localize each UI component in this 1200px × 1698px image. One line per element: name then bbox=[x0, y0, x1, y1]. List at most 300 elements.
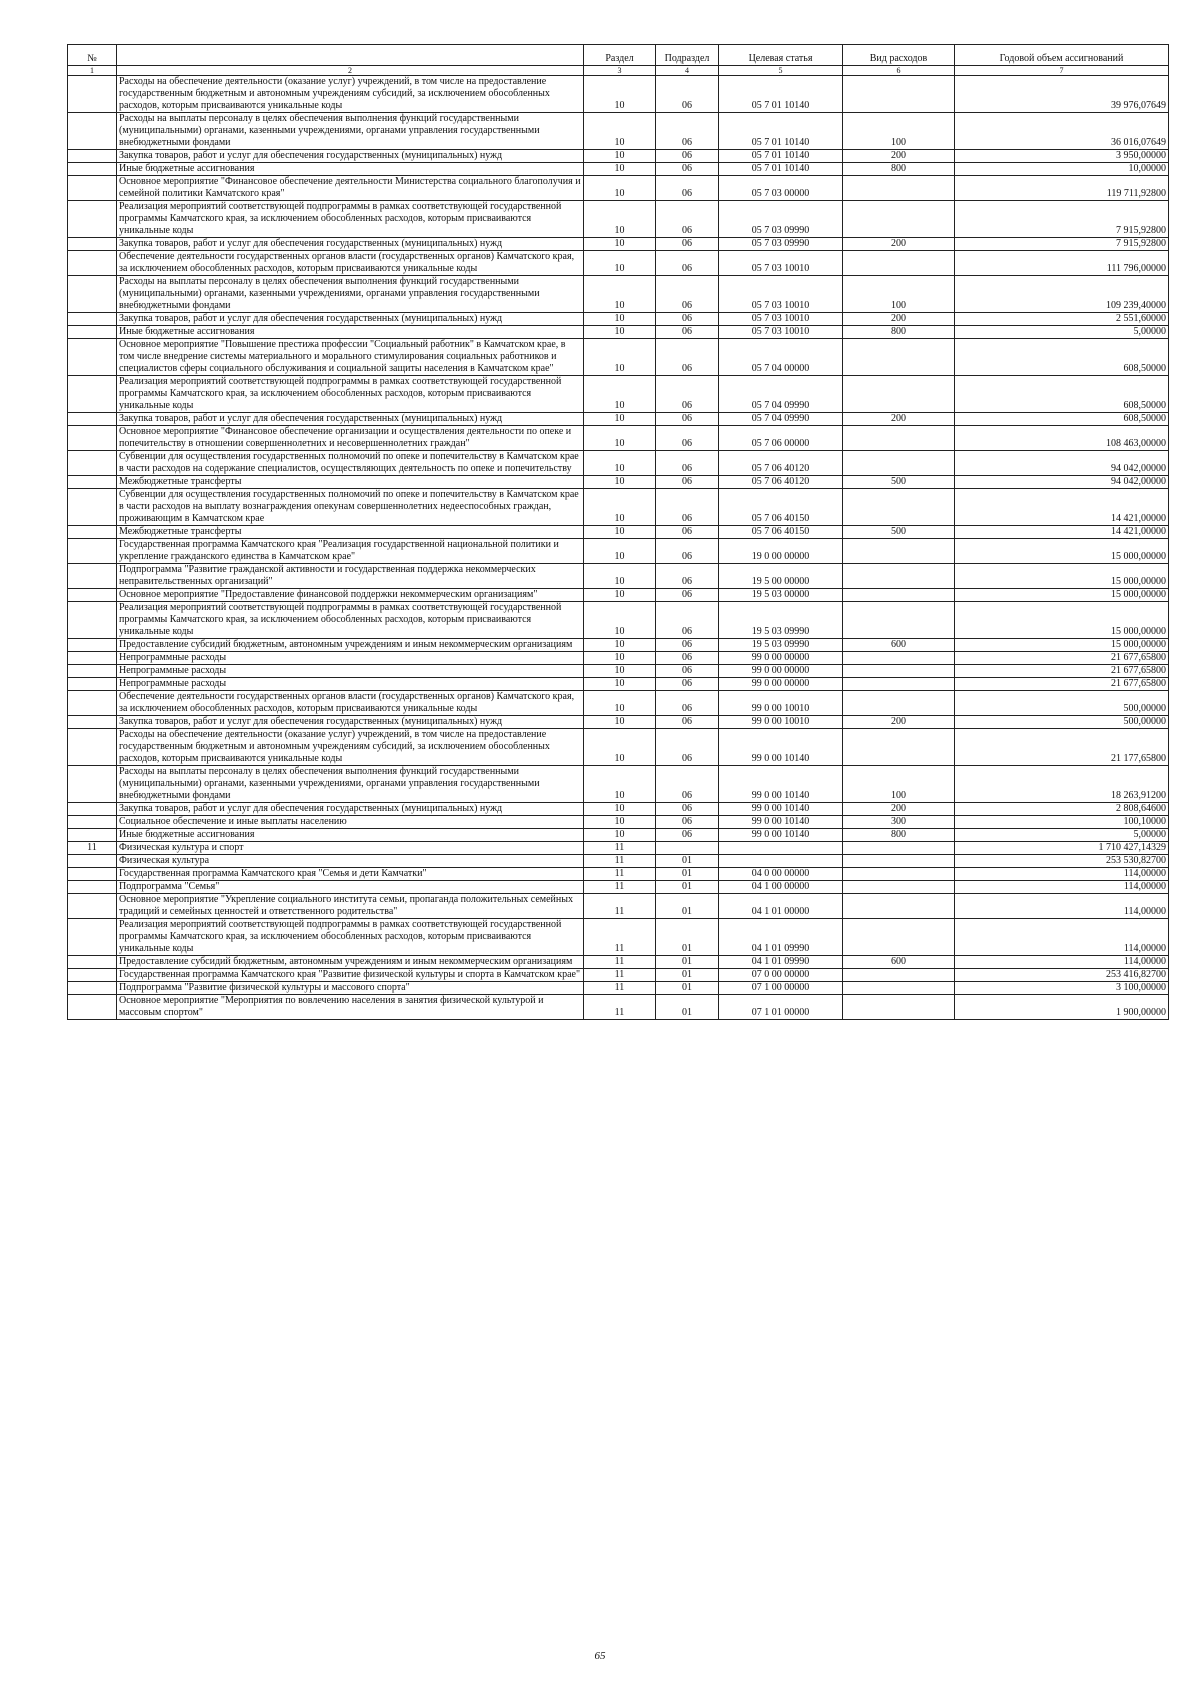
row-amount: 15 000,00000 bbox=[955, 602, 1169, 639]
row-number bbox=[68, 803, 117, 816]
row-name: Реализация мероприятий соответствующей подпрограммы в рамках соответствующей государственной программы Камчатского края, за исключением обособленных расходов, которым присваиваются уникальные коды bbox=[117, 201, 584, 238]
row-razdel: 10 bbox=[584, 678, 656, 691]
row-target-article: 07 0 00 00000 bbox=[719, 969, 843, 982]
row-number bbox=[68, 251, 117, 276]
row-expense-type bbox=[843, 855, 955, 868]
row-expense-type bbox=[843, 678, 955, 691]
row-name: Межбюджетные трансферты bbox=[117, 526, 584, 539]
row-expense-type bbox=[843, 982, 955, 995]
row-podrazdel: 06 bbox=[656, 526, 719, 539]
row-name: Расходы на выплаты персоналу в целях обеспечения выполнения функций государственными (муниципальными) органами, казенными учреждениями, органами управления государственными внебюджетными фондами bbox=[117, 113, 584, 150]
row-razdel: 11 bbox=[584, 868, 656, 881]
row-number bbox=[68, 426, 117, 451]
row-razdel: 10 bbox=[584, 376, 656, 413]
row-amount: 108 463,00000 bbox=[955, 426, 1169, 451]
row-name: Субвенции для осуществления государственных полномочий по опеке и попечительству в Камчатском крае в части расходов на содержание специалистов, осуществляющих деятельность по опеке и попечительству bbox=[117, 451, 584, 476]
row-amount: 111 796,00000 bbox=[955, 251, 1169, 276]
table-row bbox=[68, 276, 1169, 313]
row-amount: 14 421,00000 bbox=[955, 489, 1169, 526]
table-body bbox=[68, 76, 1169, 1020]
row-podrazdel: 06 bbox=[656, 678, 719, 691]
row-name: Иные бюджетные ассигнования bbox=[117, 829, 584, 842]
table-row bbox=[68, 451, 1169, 476]
row-target-article: 07 1 01 00000 bbox=[719, 995, 843, 1020]
row-razdel: 10 bbox=[584, 526, 656, 539]
table-row bbox=[68, 413, 1169, 426]
row-name: Непрограммные расходы bbox=[117, 678, 584, 691]
table-row bbox=[68, 842, 1169, 855]
row-number bbox=[68, 982, 117, 995]
row-razdel: 10 bbox=[584, 602, 656, 639]
row-target-article: 99 0 00 00000 bbox=[719, 665, 843, 678]
row-name: Подпрограмма "Развитие гражданской активности и государственная поддержка некоммерческих неправительственных организаций" bbox=[117, 564, 584, 589]
row-number bbox=[68, 150, 117, 163]
row-expense-type bbox=[843, 729, 955, 766]
row-podrazdel: 06 bbox=[656, 602, 719, 639]
budget-sheet bbox=[67, 44, 1168, 1020]
table-row bbox=[68, 729, 1169, 766]
row-target-article: 99 0 00 00000 bbox=[719, 652, 843, 665]
row-number bbox=[68, 995, 117, 1020]
row-expense-type bbox=[843, 451, 955, 476]
row-name: Непрограммные расходы bbox=[117, 665, 584, 678]
row-razdel: 11 bbox=[584, 919, 656, 956]
row-number bbox=[68, 639, 117, 652]
row-name: Расходы на обеспечение деятельности (оказание услуг) учреждений, в том числе на предоставление государственным бюджетным и автономным учреждениям субсидий, за исключением обособленных расходов, которым присваиваются уникальные коды bbox=[117, 76, 584, 113]
row-amount: 21 177,65800 bbox=[955, 729, 1169, 766]
row-podrazdel: 01 bbox=[656, 894, 719, 919]
row-target-article: 99 0 00 10140 bbox=[719, 816, 843, 829]
table-row bbox=[68, 868, 1169, 881]
row-podrazdel: 06 bbox=[656, 729, 719, 766]
row-name: Реализация мероприятий соответствующей подпрограммы в рамках соответствующей государственной программы Камчатского края, за исключением обособленных расходов, которым присваиваются уникальные коды bbox=[117, 602, 584, 639]
row-razdel: 11 bbox=[584, 881, 656, 894]
row-name: Подпрограмма "Семья" bbox=[117, 881, 584, 894]
row-target-article: 04 1 01 00000 bbox=[719, 894, 843, 919]
row-expense-type: 600 bbox=[843, 639, 955, 652]
row-amount: 15 000,00000 bbox=[955, 589, 1169, 602]
table-row bbox=[68, 251, 1169, 276]
row-amount: 39 976,07649 bbox=[955, 76, 1169, 113]
row-amount: 1 900,00000 bbox=[955, 995, 1169, 1020]
row-number bbox=[68, 589, 117, 602]
row-razdel: 11 bbox=[584, 894, 656, 919]
row-podrazdel: 06 bbox=[656, 652, 719, 665]
row-amount: 15 000,00000 bbox=[955, 539, 1169, 564]
row-name: Межбюджетные трансферты bbox=[117, 476, 584, 489]
row-expense-type bbox=[843, 76, 955, 113]
row-expense-type: 200 bbox=[843, 150, 955, 163]
row-amount: 114,00000 bbox=[955, 956, 1169, 969]
row-target-article: 19 0 00 00000 bbox=[719, 539, 843, 564]
row-number bbox=[68, 602, 117, 639]
row-target-article: 99 0 00 10140 bbox=[719, 829, 843, 842]
column-number: 7 bbox=[955, 66, 1169, 76]
row-expense-type bbox=[843, 251, 955, 276]
row-number bbox=[68, 868, 117, 881]
row-target-article: 05 7 03 10010 bbox=[719, 276, 843, 313]
row-podrazdel: 01 bbox=[656, 969, 719, 982]
row-number bbox=[68, 326, 117, 339]
table-header-row bbox=[68, 45, 1169, 66]
table-row bbox=[68, 176, 1169, 201]
table-row bbox=[68, 426, 1169, 451]
row-name: Расходы на выплаты персоналу в целях обеспечения выполнения функций государственными (муниципальными) органами, казенными учреждениями, органами управления государственными внебюджетными фондами bbox=[117, 766, 584, 803]
row-razdel: 10 bbox=[584, 150, 656, 163]
row-podrazdel: 06 bbox=[656, 150, 719, 163]
row-amount: 608,50000 bbox=[955, 413, 1169, 426]
row-razdel: 10 bbox=[584, 176, 656, 201]
table-row bbox=[68, 76, 1169, 113]
row-number bbox=[68, 339, 117, 376]
row-amount: 14 421,00000 bbox=[955, 526, 1169, 539]
row-name: Государственная программа Камчатского края "Реализация государственной национальной политики и укрепление гражданского единства в Камчатском крае" bbox=[117, 539, 584, 564]
row-podrazdel: 06 bbox=[656, 313, 719, 326]
row-number bbox=[68, 678, 117, 691]
row-expense-type bbox=[843, 868, 955, 881]
row-name: Иные бюджетные ассигнования bbox=[117, 326, 584, 339]
row-expense-type: 800 bbox=[843, 326, 955, 339]
row-razdel: 10 bbox=[584, 476, 656, 489]
header-name bbox=[117, 45, 584, 66]
row-expense-type bbox=[843, 881, 955, 894]
row-name: Закупка товаров, работ и услуг для обеспечения государственных (муниципальных) нужд bbox=[117, 150, 584, 163]
row-number bbox=[68, 313, 117, 326]
row-podrazdel: 01 bbox=[656, 855, 719, 868]
column-number: 1 bbox=[68, 66, 117, 76]
row-podrazdel: 06 bbox=[656, 639, 719, 652]
row-amount: 3 950,00000 bbox=[955, 150, 1169, 163]
row-razdel: 11 bbox=[584, 982, 656, 995]
table-row bbox=[68, 855, 1169, 868]
row-podrazdel: 06 bbox=[656, 476, 719, 489]
table-row bbox=[68, 956, 1169, 969]
row-expense-type: 200 bbox=[843, 803, 955, 816]
row-target-article bbox=[719, 855, 843, 868]
row-podrazdel: 06 bbox=[656, 201, 719, 238]
row-razdel: 10 bbox=[584, 313, 656, 326]
row-target-article: 19 5 03 09990 bbox=[719, 602, 843, 639]
row-name: Реализация мероприятий соответствующей подпрограммы в рамках соответствующей государственной программы Камчатского края, за исключением обособленных расходов, которым присваиваются уникальные коды bbox=[117, 919, 584, 956]
table-row bbox=[68, 881, 1169, 894]
row-expense-type: 600 bbox=[843, 956, 955, 969]
row-razdel: 10 bbox=[584, 691, 656, 716]
row-expense-type: 800 bbox=[843, 829, 955, 842]
row-expense-type bbox=[843, 376, 955, 413]
header-target-article: Целевая статья bbox=[719, 45, 843, 66]
row-target-article: 19 5 03 00000 bbox=[719, 589, 843, 602]
row-amount: 7 915,92800 bbox=[955, 201, 1169, 238]
row-amount: 2 551,60000 bbox=[955, 313, 1169, 326]
table-row bbox=[68, 678, 1169, 691]
row-target-article: 04 1 01 09990 bbox=[719, 919, 843, 956]
row-amount: 94 042,00000 bbox=[955, 451, 1169, 476]
row-podrazdel: 06 bbox=[656, 564, 719, 589]
row-number bbox=[68, 969, 117, 982]
row-number bbox=[68, 919, 117, 956]
row-target-article: 05 7 04 09990 bbox=[719, 376, 843, 413]
row-expense-type: 300 bbox=[843, 816, 955, 829]
row-number bbox=[68, 894, 117, 919]
row-expense-type bbox=[843, 564, 955, 589]
row-number bbox=[68, 829, 117, 842]
row-podrazdel: 01 bbox=[656, 956, 719, 969]
row-name: Основное мероприятие "Финансовое обеспечение организации и осуществления деятельности по опеке и попечительству в отношении совершеннолетних и несовершеннолетних граждан" bbox=[117, 426, 584, 451]
row-target-article: 05 7 01 10140 bbox=[719, 113, 843, 150]
row-number bbox=[68, 476, 117, 489]
row-target-article: 99 0 00 10140 bbox=[719, 766, 843, 803]
row-expense-type bbox=[843, 652, 955, 665]
row-target-article: 05 7 06 00000 bbox=[719, 426, 843, 451]
row-target-article: 05 7 03 09990 bbox=[719, 201, 843, 238]
row-name: Государственная программа Камчатского края "Развитие физической культуры и спорта в Камчатском крае" bbox=[117, 969, 584, 982]
row-razdel: 10 bbox=[584, 489, 656, 526]
row-number bbox=[68, 855, 117, 868]
row-amount: 94 042,00000 bbox=[955, 476, 1169, 489]
row-expense-type: 200 bbox=[843, 413, 955, 426]
row-number bbox=[68, 652, 117, 665]
row-amount: 7 915,92800 bbox=[955, 238, 1169, 251]
row-target-article: 05 7 06 40150 bbox=[719, 489, 843, 526]
row-name: Субвенции для осуществления государственных полномочий по опеке и попечительству в Камчатском крае в части расходов на выплату вознаграждения опекунам совершеннолетних недееспособных граждан, проживающим в Камчатском крае bbox=[117, 489, 584, 526]
header-expense-type: Вид расходов bbox=[843, 45, 955, 66]
row-amount: 114,00000 bbox=[955, 894, 1169, 919]
row-expense-type bbox=[843, 969, 955, 982]
row-name: Реализация мероприятий соответствующей подпрограммы в рамках соответствующей государственной программы Камчатского края, за исключением обособленных расходов, которым присваиваются уникальные коды bbox=[117, 376, 584, 413]
row-expense-type bbox=[843, 602, 955, 639]
row-target-article: 05 7 06 40120 bbox=[719, 451, 843, 476]
row-podrazdel: 06 bbox=[656, 716, 719, 729]
row-name: Основное мероприятие "Укрепление социального института семьи, пропаганда положительных семейных традиций и семейных ценностей и ответственного родительства" bbox=[117, 894, 584, 919]
row-amount: 21 677,65800 bbox=[955, 678, 1169, 691]
row-name: Непрограммные расходы bbox=[117, 652, 584, 665]
row-expense-type bbox=[843, 691, 955, 716]
row-expense-type bbox=[843, 589, 955, 602]
row-amount: 15 000,00000 bbox=[955, 564, 1169, 589]
row-target-article: 05 7 01 10140 bbox=[719, 150, 843, 163]
row-podrazdel: 06 bbox=[656, 816, 719, 829]
row-podrazdel: 01 bbox=[656, 982, 719, 995]
row-amount: 18 263,91200 bbox=[955, 766, 1169, 803]
row-number bbox=[68, 76, 117, 113]
row-name: Обеспечение деятельности государственных органов власти (государственных органов) Камчатского края, за исключением обособленных расходов, которым присваиваются уникальные коды bbox=[117, 691, 584, 716]
row-podrazdel: 06 bbox=[656, 829, 719, 842]
row-number bbox=[68, 881, 117, 894]
row-podrazdel: 06 bbox=[656, 489, 719, 526]
row-expense-type bbox=[843, 489, 955, 526]
row-podrazdel: 06 bbox=[656, 589, 719, 602]
row-razdel: 10 bbox=[584, 829, 656, 842]
row-target-article: 99 0 00 00000 bbox=[719, 678, 843, 691]
row-expense-type: 100 bbox=[843, 113, 955, 150]
column-number: 6 bbox=[843, 66, 955, 76]
row-name: Основное мероприятие "Финансовое обеспечение деятельности Министерства социального благополучия и семейной политики Камчатского края" bbox=[117, 176, 584, 201]
row-number bbox=[68, 451, 117, 476]
row-amount: 608,50000 bbox=[955, 339, 1169, 376]
budget-table bbox=[67, 44, 1169, 1020]
header-razdel: Раздел bbox=[584, 45, 656, 66]
row-podrazdel: 06 bbox=[656, 426, 719, 451]
table-row bbox=[68, 691, 1169, 716]
row-name: Физическая культура и спорт bbox=[117, 842, 584, 855]
row-target-article: 05 7 03 10010 bbox=[719, 251, 843, 276]
row-razdel: 10 bbox=[584, 803, 656, 816]
row-name: Основное мероприятие "Предоставление финансовой поддержки некоммерческим организациям" bbox=[117, 589, 584, 602]
row-expense-type bbox=[843, 339, 955, 376]
row-amount: 253 530,82700 bbox=[955, 855, 1169, 868]
row-name: Предоставление субсидий бюджетным, автономным учреждениям и иным некоммерческим организациям bbox=[117, 956, 584, 969]
row-name: Закупка товаров, работ и услуг для обеспечения государственных (муниципальных) нужд bbox=[117, 313, 584, 326]
row-razdel: 10 bbox=[584, 113, 656, 150]
row-amount: 109 239,40000 bbox=[955, 276, 1169, 313]
row-amount: 253 416,82700 bbox=[955, 969, 1169, 982]
row-podrazdel: 06 bbox=[656, 665, 719, 678]
row-razdel: 10 bbox=[584, 201, 656, 238]
row-razdel: 11 bbox=[584, 995, 656, 1020]
row-number bbox=[68, 113, 117, 150]
row-name: Физическая культура bbox=[117, 855, 584, 868]
row-razdel: 11 bbox=[584, 855, 656, 868]
row-expense-type: 200 bbox=[843, 716, 955, 729]
row-target-article: 05 7 06 40120 bbox=[719, 476, 843, 489]
row-expense-type bbox=[843, 539, 955, 564]
table-row bbox=[68, 602, 1169, 639]
header-annual-amount: Годовой объем ассигнований bbox=[955, 45, 1169, 66]
row-name: Социальное обеспечение и иные выплаты населению bbox=[117, 816, 584, 829]
row-amount: 1 710 427,14329 bbox=[955, 842, 1169, 855]
row-podrazdel: 06 bbox=[656, 339, 719, 376]
row-number bbox=[68, 201, 117, 238]
page-number: 65 bbox=[594, 1650, 606, 1662]
row-name: Иные бюджетные ассигнования bbox=[117, 163, 584, 176]
row-amount: 500,00000 bbox=[955, 716, 1169, 729]
row-expense-type bbox=[843, 201, 955, 238]
row-number bbox=[68, 163, 117, 176]
row-podrazdel: 06 bbox=[656, 176, 719, 201]
row-podrazdel bbox=[656, 842, 719, 855]
row-razdel: 10 bbox=[584, 716, 656, 729]
row-target-article: 99 0 00 10010 bbox=[719, 716, 843, 729]
table-row bbox=[68, 639, 1169, 652]
row-podrazdel: 06 bbox=[656, 376, 719, 413]
row-name: Основное мероприятие "Мероприятия по вовлечению населения в занятия физической культурой и массовым спортом" bbox=[117, 995, 584, 1020]
row-razdel: 10 bbox=[584, 163, 656, 176]
row-name: Обеспечение деятельности государственных органов власти (государственных органов) Камчатского края, за исключением обособленных расходов, которым присваиваются уникальные коды bbox=[117, 251, 584, 276]
row-razdel: 11 bbox=[584, 969, 656, 982]
row-podrazdel: 01 bbox=[656, 919, 719, 956]
row-amount: 114,00000 bbox=[955, 919, 1169, 956]
table-row bbox=[68, 476, 1169, 489]
row-amount: 2 808,64600 bbox=[955, 803, 1169, 816]
row-podrazdel: 06 bbox=[656, 163, 719, 176]
row-razdel: 10 bbox=[584, 652, 656, 665]
row-number bbox=[68, 665, 117, 678]
row-number bbox=[68, 729, 117, 766]
row-expense-type: 100 bbox=[843, 766, 955, 803]
header-podrazdel: Подраздел bbox=[656, 45, 719, 66]
row-name: Закупка товаров, работ и услуг для обеспечения государственных (муниципальных) нужд bbox=[117, 238, 584, 251]
table-row bbox=[68, 665, 1169, 678]
row-razdel: 10 bbox=[584, 729, 656, 766]
row-amount: 10,00000 bbox=[955, 163, 1169, 176]
row-amount: 5,00000 bbox=[955, 326, 1169, 339]
row-amount: 15 000,00000 bbox=[955, 639, 1169, 652]
row-amount: 21 677,65800 bbox=[955, 665, 1169, 678]
row-podrazdel: 06 bbox=[656, 451, 719, 476]
row-podrazdel: 06 bbox=[656, 113, 719, 150]
row-razdel: 10 bbox=[584, 339, 656, 376]
row-name: Основное мероприятие "Повышение престижа профессии "Социальный работник" в Камчатском крае, в том числе внедрение системы материального и морального стимулирования социальных работников и специалистов сферы социального обслуживания и социальной защиты населения в Камчатском крае" bbox=[117, 339, 584, 376]
row-amount: 5,00000 bbox=[955, 829, 1169, 842]
row-target-article: 04 0 00 00000 bbox=[719, 868, 843, 881]
row-target-article: 19 5 03 09990 bbox=[719, 639, 843, 652]
row-razdel: 10 bbox=[584, 639, 656, 652]
row-name: Закупка товаров, работ и услуг для обеспечения государственных (муниципальных) нужд bbox=[117, 716, 584, 729]
row-razdel: 10 bbox=[584, 564, 656, 589]
row-razdel: 10 bbox=[584, 76, 656, 113]
row-target-article: 05 7 06 40150 bbox=[719, 526, 843, 539]
table-row bbox=[68, 919, 1169, 956]
table-row bbox=[68, 539, 1169, 564]
row-amount: 3 100,00000 bbox=[955, 982, 1169, 995]
table-row bbox=[68, 803, 1169, 816]
row-razdel: 10 bbox=[584, 276, 656, 313]
table-row bbox=[68, 489, 1169, 526]
row-podrazdel: 06 bbox=[656, 539, 719, 564]
table-row bbox=[68, 339, 1169, 376]
table-row bbox=[68, 995, 1169, 1020]
row-number bbox=[68, 691, 117, 716]
row-razdel: 11 bbox=[584, 842, 656, 855]
row-number bbox=[68, 716, 117, 729]
row-target-article: 99 0 00 10140 bbox=[719, 803, 843, 816]
row-expense-type: 500 bbox=[843, 476, 955, 489]
table-row bbox=[68, 376, 1169, 413]
table-row bbox=[68, 150, 1169, 163]
row-razdel: 10 bbox=[584, 251, 656, 276]
row-number bbox=[68, 176, 117, 201]
row-podrazdel: 06 bbox=[656, 691, 719, 716]
row-number: 11 bbox=[68, 842, 117, 855]
row-target-article: 04 1 00 00000 bbox=[719, 881, 843, 894]
row-target-article: 05 7 03 09990 bbox=[719, 238, 843, 251]
row-amount: 36 016,07649 bbox=[955, 113, 1169, 150]
table-row bbox=[68, 766, 1169, 803]
row-number bbox=[68, 816, 117, 829]
row-podrazdel: 06 bbox=[656, 238, 719, 251]
row-podrazdel: 01 bbox=[656, 868, 719, 881]
row-podrazdel: 06 bbox=[656, 326, 719, 339]
table-row bbox=[68, 564, 1169, 589]
row-name: Закупка товаров, работ и услуг для обеспечения государственных (муниципальных) нужд bbox=[117, 413, 584, 426]
row-podrazdel: 01 bbox=[656, 881, 719, 894]
row-expense-type bbox=[843, 176, 955, 201]
row-name: Расходы на выплаты персоналу в целях обеспечения выполнения функций государственными (муниципальными) органами, казенными учреждениями, органами управления государственными внебюджетными фондами bbox=[117, 276, 584, 313]
row-number bbox=[68, 413, 117, 426]
row-podrazdel: 06 bbox=[656, 76, 719, 113]
row-target-article: 05 7 01 10140 bbox=[719, 76, 843, 113]
row-name: Закупка товаров, работ и услуг для обеспечения государственных (муниципальных) нужд bbox=[117, 803, 584, 816]
row-target-article: 05 7 03 00000 bbox=[719, 176, 843, 201]
row-name: Расходы на обеспечение деятельности (оказание услуг) учреждений, в том числе на предоставление государственным бюджетным и автономным учреждениям субсидий, за исключением обособленных расходов, которым присваиваются уникальные коды bbox=[117, 729, 584, 766]
table-row bbox=[68, 969, 1169, 982]
table-row bbox=[68, 113, 1169, 150]
row-expense-type: 800 bbox=[843, 163, 955, 176]
row-amount: 100,10000 bbox=[955, 816, 1169, 829]
row-expense-type bbox=[843, 995, 955, 1020]
row-amount: 114,00000 bbox=[955, 868, 1169, 881]
column-number: 5 bbox=[719, 66, 843, 76]
